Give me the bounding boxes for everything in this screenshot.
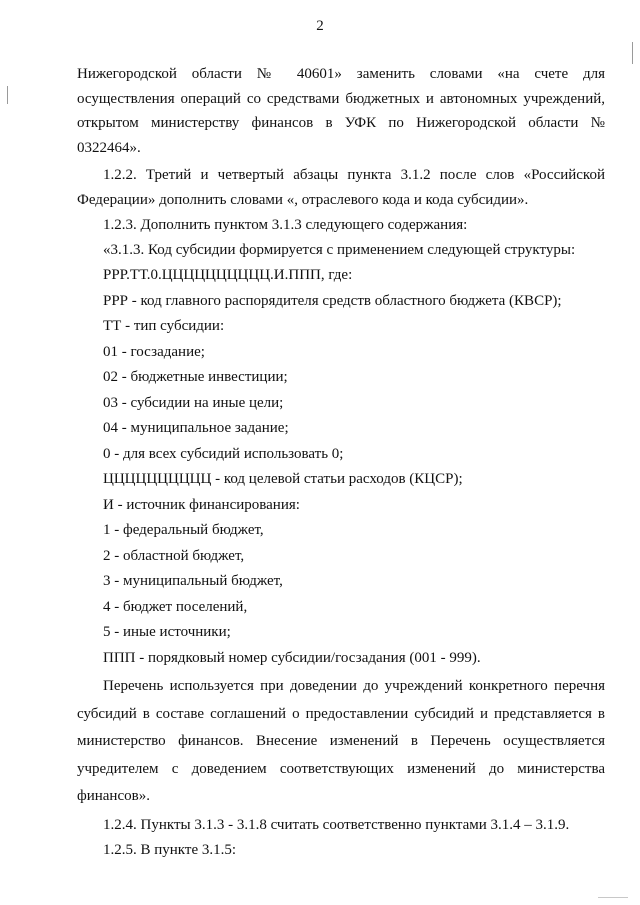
text-line: РРР.ТТ.0.ЦЦЦЦЦЦЦЦЦЦ.И.ППП, где:: [103, 267, 353, 283]
text-line: 1 - федеральный бюджет,: [103, 522, 264, 538]
text-line: ТТ - тип субсидии:: [103, 318, 225, 334]
list-item: [103, 340, 605, 365]
text-line: 1.2.3. Дополнить пунктом 3.1.3 следующего содержания:: [103, 217, 468, 233]
page-number: 2: [316, 18, 324, 34]
list-item: [103, 620, 605, 645]
text-line: финансов».: [77, 788, 150, 804]
definition-source: [103, 493, 605, 518]
list-item: [103, 416, 605, 441]
list-item: [103, 442, 605, 467]
text-line: РРР - код главного распорядителя средств областного бюджета (КВСР);: [103, 292, 562, 309]
list-item: [103, 391, 605, 416]
text-line: министерство финансов. Внесение изменений в Перечень осуществляется: [77, 733, 605, 749]
text-line: 1.2.4. Пункты 3.1.3 - 3.1.8 считать соответственно пунктами 3.1.4 – 3.1.9.: [103, 816, 570, 833]
text-line: субсидий в составе соглашений о предоставлении субсидий и представляется в: [77, 705, 605, 722]
paragraph-list-usage: [77, 674, 605, 809]
text-line: Нижегородской области № 40601» заменить словами «на счете для: [77, 66, 605, 82]
paragraph-1-2-5: [103, 838, 605, 863]
text-line: И - источник финансирования:: [103, 496, 300, 513]
paragraph-1-2-3: [103, 213, 605, 238]
text-line: открытом министерству финансов в УФК по Нижегородской области №: [77, 115, 605, 131]
paragraph-1-2-4: [103, 813, 605, 838]
text-line: 01 - госзадание;: [103, 343, 205, 360]
text-line: 04 - муниципальное задание;: [103, 420, 289, 436]
list-item: [103, 518, 605, 543]
scan-margin-mark: [632, 42, 633, 64]
text-line: 02 - бюджетные инвестиции;: [103, 369, 288, 385]
text-line: 5 - иные источники;: [103, 624, 231, 640]
text-line: 1.2.5. В пункте 3.1.5:: [103, 842, 237, 858]
paragraph-continuation: [77, 702, 605, 809]
paragraph-account-replacement: [77, 62, 605, 160]
text-line: Федерации» дополнить словами «, отраслевого кода и кода субсидии».: [77, 191, 529, 208]
text-line: 0322464».: [77, 139, 141, 156]
paragraph-1-2-2: [77, 163, 605, 212]
list-item: [103, 544, 605, 569]
text-line: 03 - субсидии на иные цели;: [103, 394, 284, 411]
text-line: «3.1.3. Код субсидии формируется с применением следующей структуры:: [103, 241, 576, 258]
scan-margin-mark: [7, 86, 8, 104]
text-line: 3 - муниципальный бюджет,: [103, 573, 283, 589]
definition-kcsr: [103, 467, 605, 492]
scan-edge-dots: [598, 897, 628, 898]
text-line: осуществления операций со средствами бюджетных и автономных учреждений,: [77, 90, 605, 107]
text-line: ППП - порядковый номер субсидии/госзадания (001 - 999).: [103, 649, 481, 666]
definition-tt: [103, 314, 605, 339]
text-line: 1.2.2. Третий и четвертый абзацы пункта 3.1.2 после слов «Российской: [103, 167, 605, 183]
definition-ppp: [103, 646, 605, 671]
definition-rrr: [103, 289, 605, 314]
code-structure: [103, 263, 605, 288]
text-line: Перечень используется при доведении до учреждений конкретного перечня: [103, 678, 605, 694]
text-line: 2 - областной бюджет,: [103, 547, 245, 564]
paragraph-3-1-3: [103, 238, 605, 263]
document-body: [77, 62, 605, 863]
text-line: 4 - бюджет поселений,: [103, 598, 248, 615]
list-item: [103, 595, 605, 620]
list-item: [103, 365, 605, 390]
text-line: 0 - для всех субсидий использовать 0;: [103, 445, 344, 462]
list-item: [103, 569, 605, 594]
text-line: учредителем с доведением соответствующих изменений до министерства: [77, 760, 605, 777]
text-line: ЦЦЦЦЦЦЦЦЦЦ - код целевой статьи расходов (КЦСР);: [103, 471, 463, 487]
